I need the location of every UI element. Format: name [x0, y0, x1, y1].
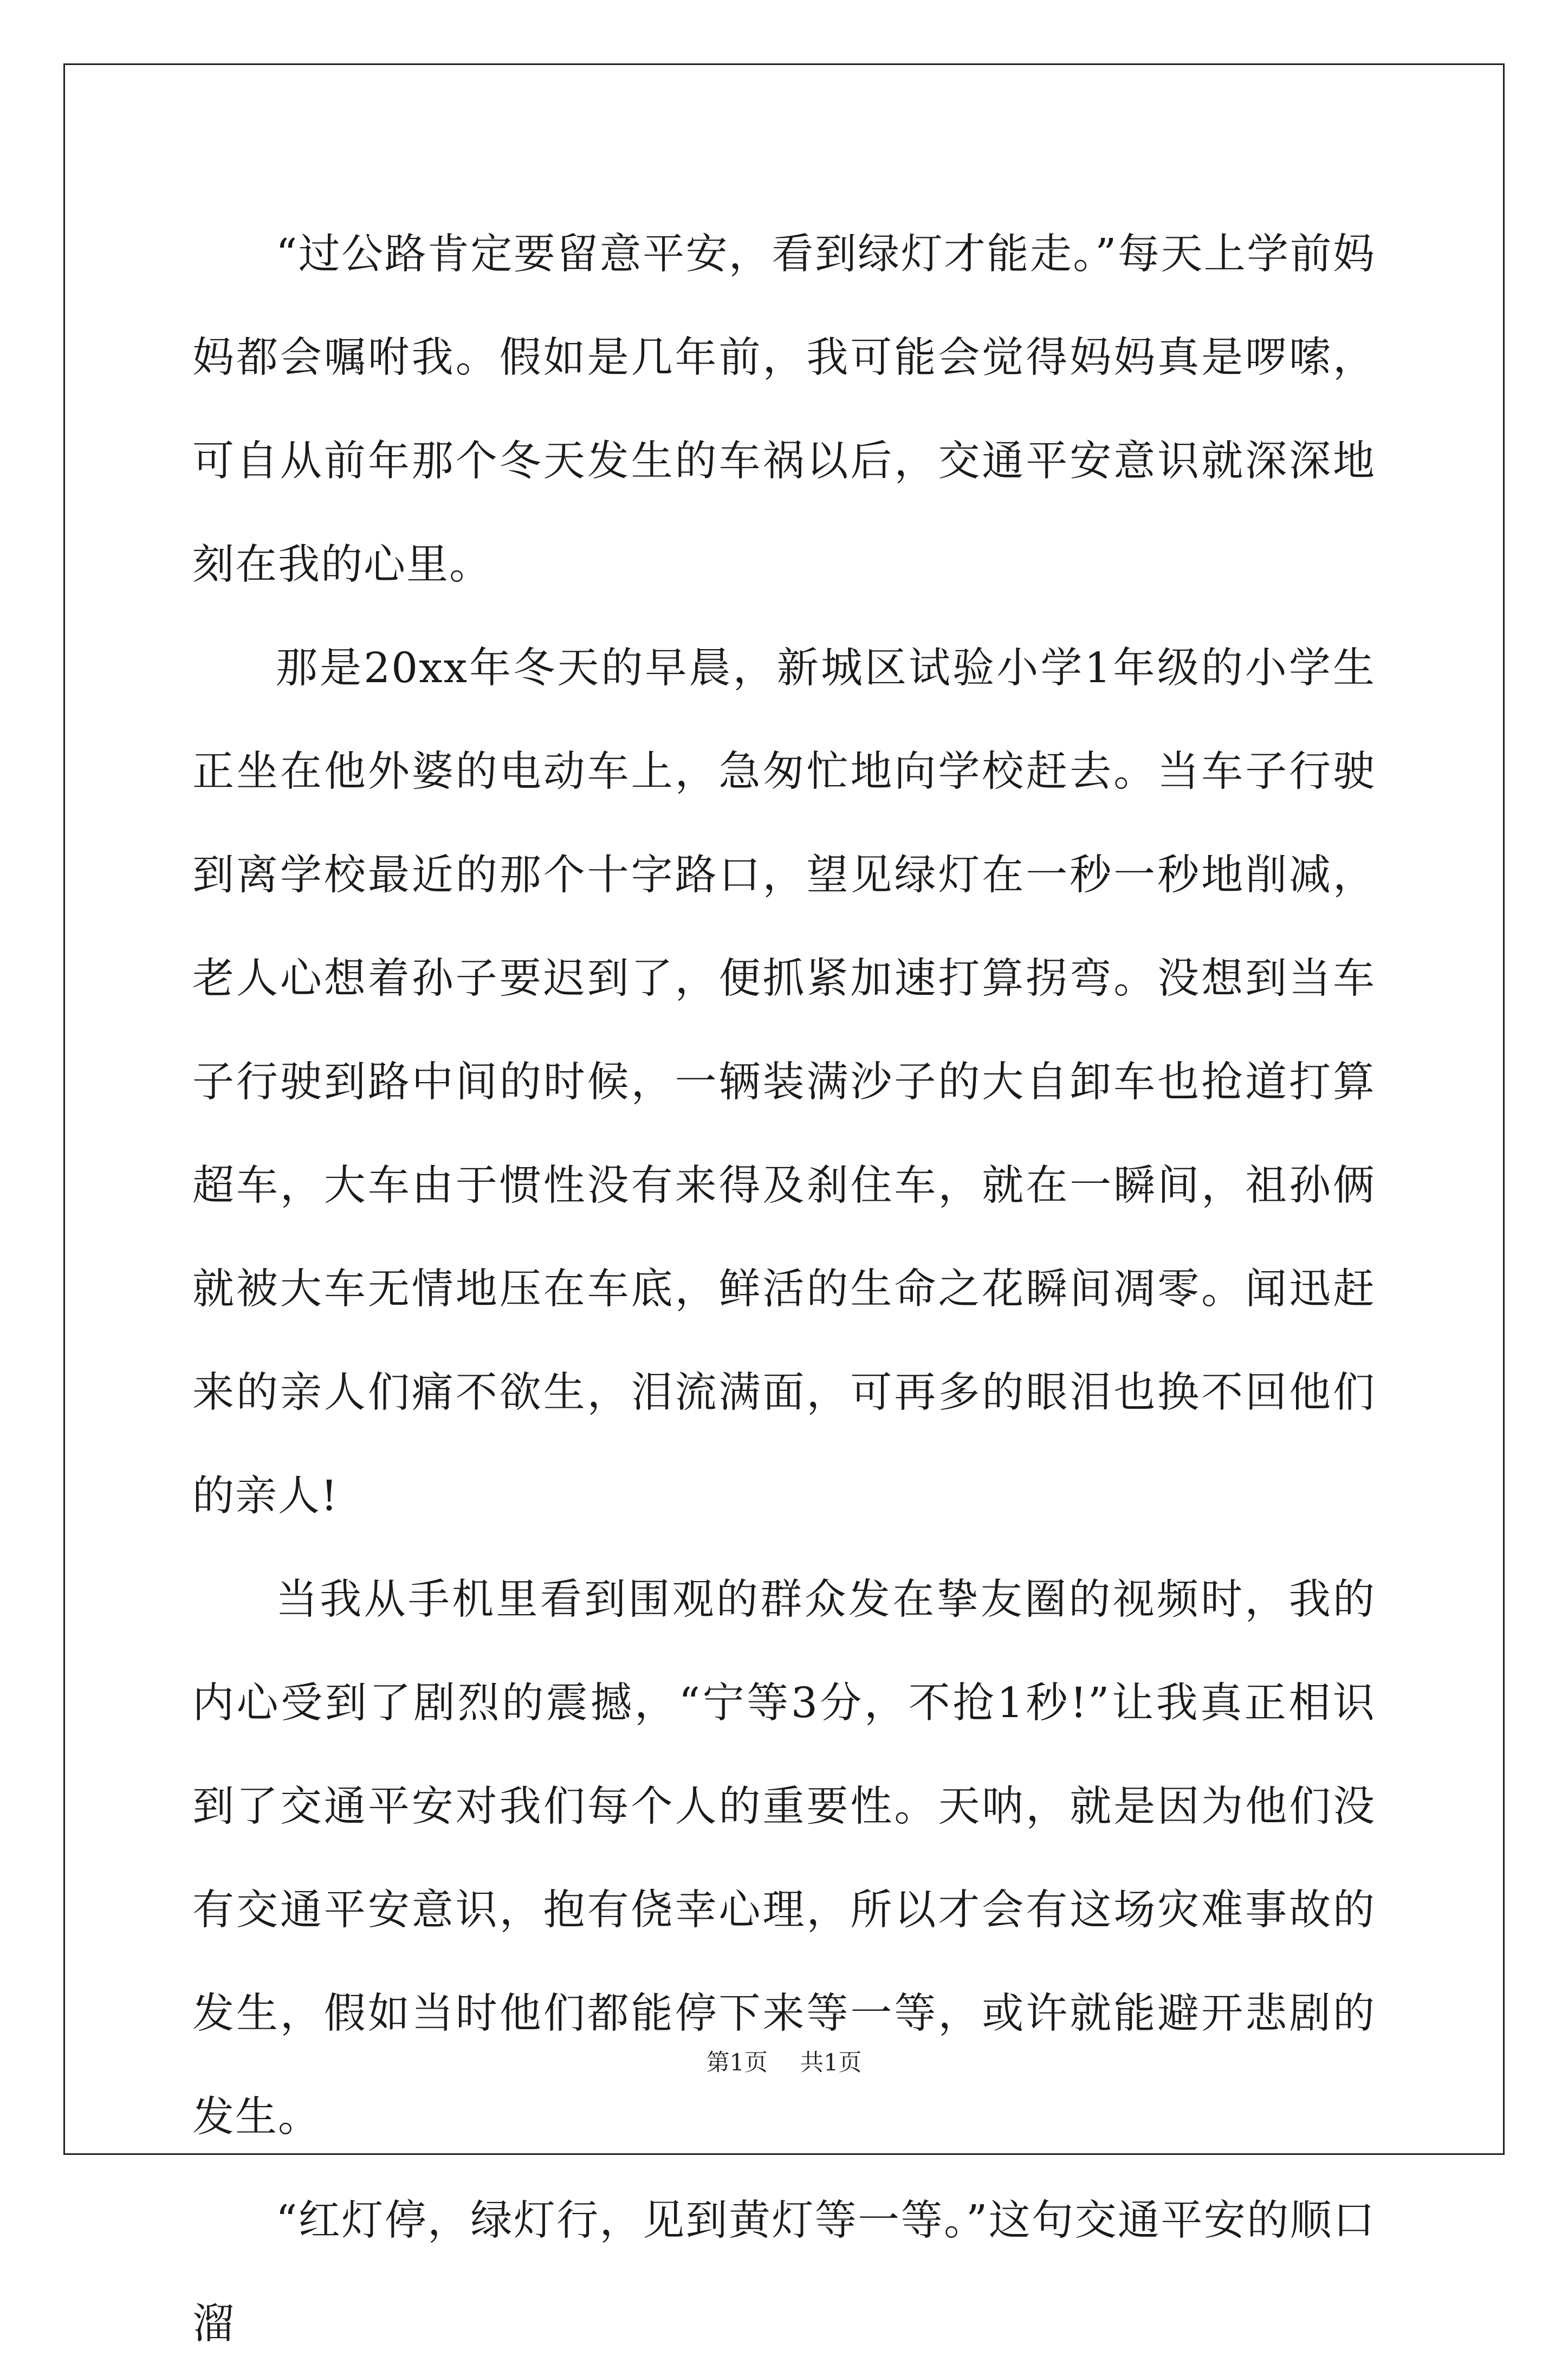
- page-total: 共1页: [800, 2049, 862, 2076]
- paragraph-2: 那是20xx年冬天的早晨，新城区试验小学1年级的小学生正坐在他外婆的电动车上，急匆忙地向学校赶去。当车子行驶到离学校最近的那个十字路口，望见绿灯在一秒一秒地削减，老人心想着孙子要迟到了，便抓紧加速打算拐弯。没想到当车子行驶到路中间的时候，一辆装满沙子的大自卸车也抢道打算超车，大车由于惯性没有来得及刹住车，就在一瞬间，祖孙俩就被大车无情地压在车底，鲜活的生命之花瞬间凋零。闻迅赶来的亲人们痛不欲生，泪流满面，可再多的眼泪也换不回他们的亲人!: [192, 644, 1376, 1520]
- paragraph-4: “红灯停，绿灯行，见到黄灯等一等。”这句交通平安的顺口溜: [192, 2197, 1376, 2348]
- page-footer: [0, 2047, 1568, 2079]
- paragraph-1: “过公路肯定要留意平安，看到绿灯才能走。”每天上学前妈妈都会嘱咐我。假如是几年前，我可能会觉得妈妈真是啰嗦，可自从前年那个冬天发生的车祸以后，交通平安意识就深深地刻在我的心里。: [192, 230, 1376, 589]
- paragraph-3: 当我从手机里看到围观的群众发在挚友圈的视频时，我的内心受到了剧烈的震撼，“宁等3分，不抢1秒!”让我真正相识到了交通平安对我们每个人的重要性。天呐，就是因为他们没有交通平安意识，抱有侥幸心理，所以才会有这场灾难事故的发生，假如当时他们都能停下来等一等，或许就能避开悲剧的发生。: [192, 1576, 1376, 2141]
- page-number: 第1页: [706, 2049, 768, 2076]
